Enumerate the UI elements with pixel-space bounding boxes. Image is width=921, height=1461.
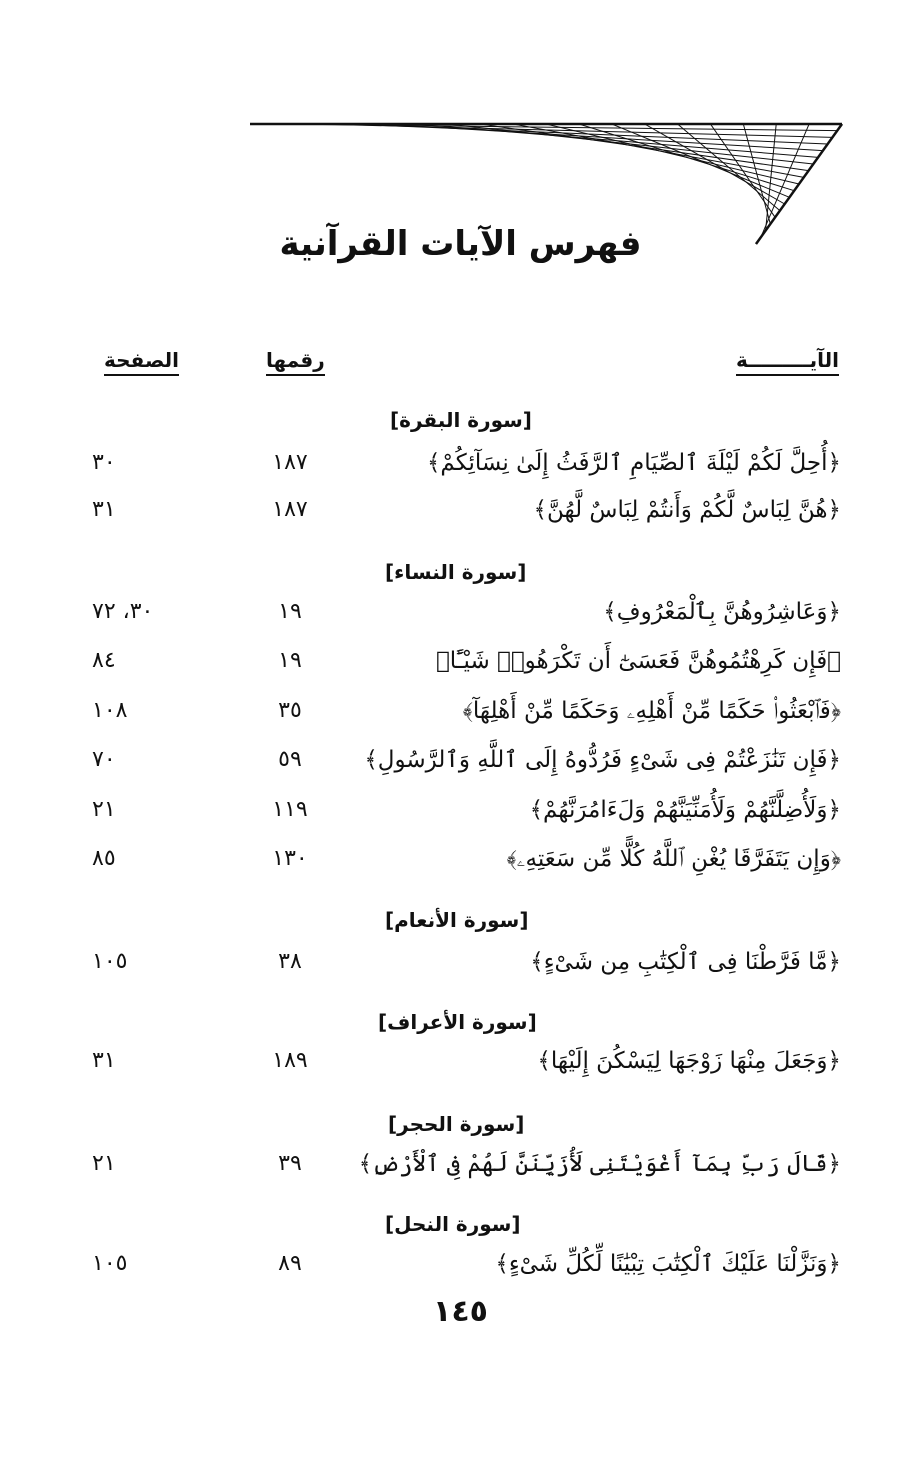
surah-heading: [سورة النحل] [385, 1212, 521, 1236]
index-row [0, 790, 921, 830]
index-row [0, 1041, 921, 1081]
header-page: الصفحة [104, 348, 179, 376]
index-row [0, 592, 921, 632]
page-ref: ١٠٥ [92, 949, 128, 974]
index-row [0, 740, 921, 780]
ayah-number: ١٩ [278, 599, 302, 624]
ayah-text: ﴿وَنَزَّلْنَا عَلَيْكَ ٱلْكِتَٰبَ تِبْيَٰنًا لِّكُلِّ شَىْءٍ﴾ [495, 1251, 841, 1277]
ayah-number: ٣٥ [278, 698, 302, 723]
ayah-text: ﴿فَإِن تَنَٰزَعْتُمْ فِى شَىْءٍ فَرُدُّوهُ إِلَى ٱللَّهِ وَٱلرَّسُولِ﴾ [364, 747, 841, 773]
ayah-text: ﴿هُنَّ لِبَاسٌ لَّكُمْ وَأَنتُمْ لِبَاسٌ لَّهُنَّ﴾ [533, 497, 841, 523]
index-row [0, 1144, 921, 1184]
surah-heading: [سورة البقرة] [390, 408, 532, 432]
surah-heading: [سورة النساء] [385, 560, 527, 584]
index-row [0, 443, 921, 483]
page-ref: ١٠٥ [92, 1251, 128, 1276]
page-ref: ١٠٨ [92, 698, 128, 723]
header-ayah: الآيـــــــــة [736, 348, 839, 376]
surah-heading: [سورة الأنعام] [385, 908, 529, 932]
ayah-text: ﴿وَجَعَلَ مِنْهَا زَوْجَهَا لِيَسْكُنَ إِلَيْهَا﴾ [537, 1048, 841, 1074]
page-ref: ٧٠ [92, 747, 116, 772]
ayah-text: ﴿أُحِلَّ لَكُمْ لَيْلَةَ ٱلصِّيَامِ ٱلرَّفَثُ إِلَىٰ نِسَآئِكُمْ﴾ [426, 450, 841, 476]
index-row [0, 942, 921, 982]
ayah-number: ١٩ [278, 648, 302, 673]
page-ref: ٣٠، ٧٢ [92, 599, 154, 624]
index-row [0, 490, 921, 530]
page-ref: ٣١ [92, 1048, 116, 1073]
index-row [0, 641, 921, 681]
page-ref: ٨٥ [92, 846, 116, 871]
ayah-text: ﴿وَلَأُضِلَّنَّهُمْ وَلَأُمَنِّيَنَّهُمْ وَلَءَامُرَنَّهُمْ﴾ [529, 797, 841, 823]
index-row [0, 691, 921, 731]
page-ref: ٨٤ [92, 648, 116, 673]
ayah-number: ١٨٧ [272, 450, 308, 475]
ayah-text: ﴿قَالَ رَبِّ بِمَآ أَغْوَيْتَنِى لَأُزَيِّنَنَّ لَهُمْ فِى ٱلْأَرْضِ﴾ [358, 1151, 841, 1177]
ayah-text: ﴿فَٱبْعَثُوا۟ حَكَمًا مِّنْ أَهْلِهِۦ وَحَكَمًا مِّنْ أَهْلِهَآ﴾ [462, 698, 841, 724]
ayah-number: ١١٩ [272, 797, 308, 822]
ayah-number: ١٣٠ [272, 846, 308, 871]
page-title: فهرس الآيات القرآنية [279, 224, 642, 264]
ayah-number: ١٨٩ [272, 1048, 308, 1073]
ayah-text: ﴿مَّا فَرَّطْنَا فِى ٱلْكِتَٰبِ مِن شَىْءٍ﴾ [530, 949, 841, 975]
page-ref: ٣٠ [92, 450, 116, 475]
ayah-text: ﴿وَإِن يَتَفَرَّقَا يُغْنِ ٱللَّهُ كُلًّا مِّن سَعَتِهِۦ﴾ [506, 846, 841, 872]
index-row [0, 839, 921, 879]
surah-heading: [سورة الأعراف] [378, 1010, 537, 1034]
page-ref: ٣١ [92, 497, 116, 522]
ayah-number: ١٨٧ [272, 497, 308, 522]
ayah-number: ٨٩ [278, 1251, 302, 1276]
ayah-number: ٣٩ [278, 1151, 302, 1176]
ayah-text: ﴿فَإِن كَرِهْتُمُوهُنَّ فَعَسَىٰٓ أَن تَكْرَهُوا۟ شَيْـًٔا﴾ [435, 648, 841, 674]
page-ref: ٢١ [92, 797, 116, 822]
page-ref: ٢١ [92, 1151, 116, 1176]
index-row [0, 1244, 921, 1284]
ayah-number: ٣٨ [278, 949, 302, 974]
page-number: ١٤٥ [433, 1294, 488, 1329]
surah-heading: [سورة الحجر] [388, 1112, 525, 1136]
header-number: رقمها [266, 348, 325, 376]
ayah-number: ٥٩ [278, 747, 302, 772]
ayah-text: ﴿وَعَاشِرُوهُنَّ بِٱلْمَعْرُوفِ﴾ [603, 599, 841, 625]
